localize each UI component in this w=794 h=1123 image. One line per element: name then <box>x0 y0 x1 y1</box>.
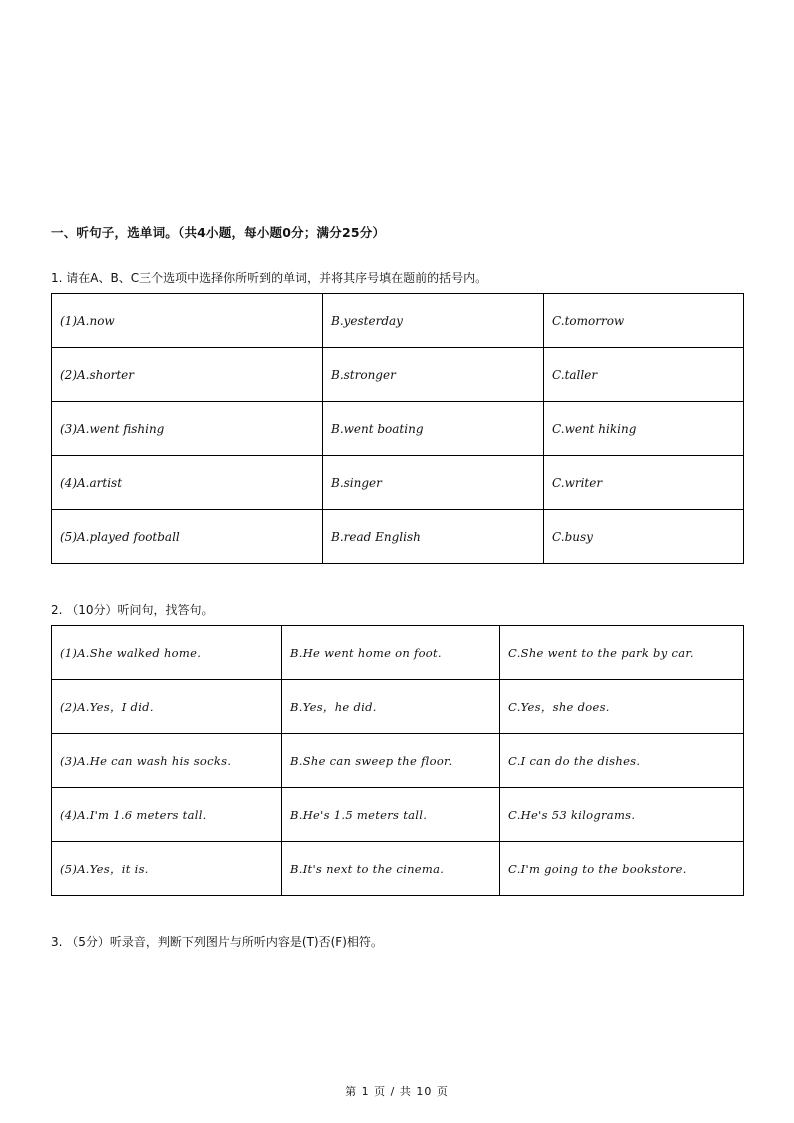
question-3-number: 3. <box>51 935 63 949</box>
question-1-number: 1. <box>51 271 63 285</box>
option-cell: B.yesterday <box>323 294 544 348</box>
question-2-prompt <box>51 601 214 618</box>
option-cell: C.taller <box>544 348 744 402</box>
table-row <box>52 348 744 402</box>
option-cell: (3)A.He can wash his socks. <box>52 734 282 788</box>
option-cell: (2)A.shorter <box>52 348 323 402</box>
option-cell: C.I can do the dishes. <box>500 734 744 788</box>
option-cell: B.read English <box>323 510 544 564</box>
option-cell: B.went boating <box>323 402 544 456</box>
question-2-table <box>51 625 744 896</box>
table-row <box>52 788 744 842</box>
option-cell: (5)A.played football <box>52 510 323 564</box>
question-1-text: 请在A、B、C三个选项中选择你所听到的单词，并将其序号填在题前的括号内。 <box>66 271 488 285</box>
table-row <box>52 626 744 680</box>
option-cell: (4)A.I'm 1.6 meters tall. <box>52 788 282 842</box>
option-cell: (1)A.She walked home. <box>52 626 282 680</box>
question-1-table <box>51 293 744 564</box>
option-cell: C.He's 53 kilograms. <box>500 788 744 842</box>
option-cell: B.It's next to the cinema. <box>282 842 500 896</box>
question-2-text: （10分）听问句，找答句。 <box>66 603 214 617</box>
option-cell: C.tomorrow <box>544 294 744 348</box>
option-cell: C.busy <box>544 510 744 564</box>
option-cell: (2)A.Yes，I did. <box>52 680 282 734</box>
section-title: 一、听句子，选单词。（共4小题，每小题0分；满分25分） <box>51 225 386 240</box>
option-cell: B.He went home on foot. <box>282 626 500 680</box>
page-footer: 第 1 页 / 共 10 页 <box>345 1085 449 1098</box>
question-3-text: （5分）听录音，判断下列图片与所听内容是(T)否(F)相符。 <box>66 935 383 949</box>
option-cell: C.She went to the park by car. <box>500 626 744 680</box>
option-cell: (5)A.Yes，it is. <box>52 842 282 896</box>
table-row <box>52 510 744 564</box>
option-cell: B.She can sweep the floor. <box>282 734 500 788</box>
table-row <box>52 842 744 896</box>
option-cell: C.writer <box>544 456 744 510</box>
option-cell: B.Yes，he did. <box>282 680 500 734</box>
table-row <box>52 294 744 348</box>
table-row <box>52 680 744 734</box>
question-3-prompt <box>51 933 383 950</box>
option-cell: C.I'm going to the bookstore. <box>500 842 744 896</box>
question-1-prompt <box>51 269 487 286</box>
option-cell: B.singer <box>323 456 544 510</box>
option-cell: C.went hiking <box>544 402 744 456</box>
option-cell: B.stronger <box>323 348 544 402</box>
option-cell: (4)A.artist <box>52 456 323 510</box>
table-row <box>52 734 744 788</box>
question-2-number: 2. <box>51 603 63 617</box>
table-row <box>52 402 744 456</box>
option-cell: (1)A.now <box>52 294 323 348</box>
option-cell: C.Yes，she does. <box>500 680 744 734</box>
option-cell: B.He's 1.5 meters tall. <box>282 788 500 842</box>
option-cell: (3)A.went fishing <box>52 402 323 456</box>
table-row <box>52 456 744 510</box>
